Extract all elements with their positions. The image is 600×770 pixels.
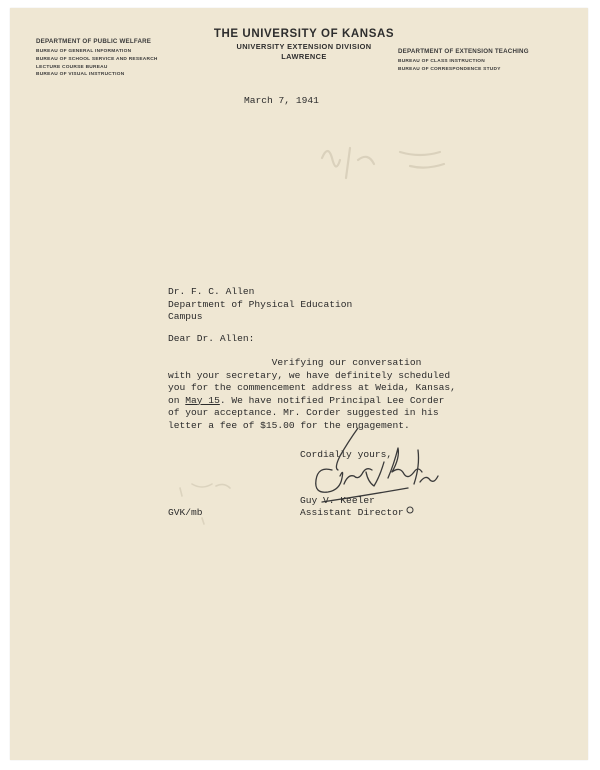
right-department-heading: DEPARTMENT OF EXTENSION TEACHING <box>398 48 529 55</box>
university-name: THE UNIVERSITY OF KANSAS <box>213 28 395 40</box>
salutation: Dear Dr. Allen: <box>168 333 255 344</box>
letterhead-right-block <box>398 48 529 74</box>
right-bureau-item: BUREAU OF CLASS INSTRUCTION <box>398 59 485 64</box>
recipient-name: Dr. F. C. Allen <box>168 286 255 297</box>
left-department-heading: DEPARTMENT OF PUBLIC WELFARE <box>36 38 152 45</box>
signatory-name: Guy V. Keeler <box>300 495 375 506</box>
complimentary-closing: Cordially yours, <box>300 449 393 460</box>
bleed-through-mark <box>260 130 500 200</box>
left-bureau-item: BUREAU OF SCHOOL SERVICE AND RESEARCH <box>36 56 158 62</box>
body-line: you for the commencement address at Weida, Kansas, <box>168 382 456 393</box>
reference-initials: GVK/mb <box>168 507 203 518</box>
letterhead-left-block <box>36 38 158 79</box>
recipient-department: Department of Physical Education <box>168 298 353 310</box>
signatory-title: Assistant Director <box>300 507 404 518</box>
body-line: of your acceptance. Mr. Corder suggested in his <box>168 407 439 418</box>
body-line: letter a fee of $15.00 for the engagement. <box>168 419 410 431</box>
body-line: Verifying our conversation <box>271 357 422 368</box>
recipient-location: Campus <box>168 311 203 322</box>
left-bureau-item: BUREAU OF VISUAL INSTRUCTION <box>36 72 125 78</box>
engagement-date: May 15 <box>185 394 220 406</box>
body-line-post: . We have notified Principal Lee Corder <box>219 394 445 406</box>
city-name: LAWRENCE <box>281 52 327 61</box>
letter-date: March 7, 1941 <box>244 95 319 106</box>
body-line: with your secretary, we have definitely scheduled <box>168 369 451 381</box>
body-line-pre: on <box>168 394 186 406</box>
division-name: UNIVERSITY EXTENSION DIVISION <box>236 42 372 51</box>
right-bureau-item: BUREAU OF CORRESPONDENCE STUDY <box>398 66 501 72</box>
recipient-address <box>168 286 352 324</box>
bleed-through-mark <box>150 470 260 530</box>
left-bureau-item: BUREAU OF GENERAL INFORMATION <box>36 49 132 54</box>
left-bureau-item: LECTURE COURSE BUREAU <box>36 64 108 70</box>
